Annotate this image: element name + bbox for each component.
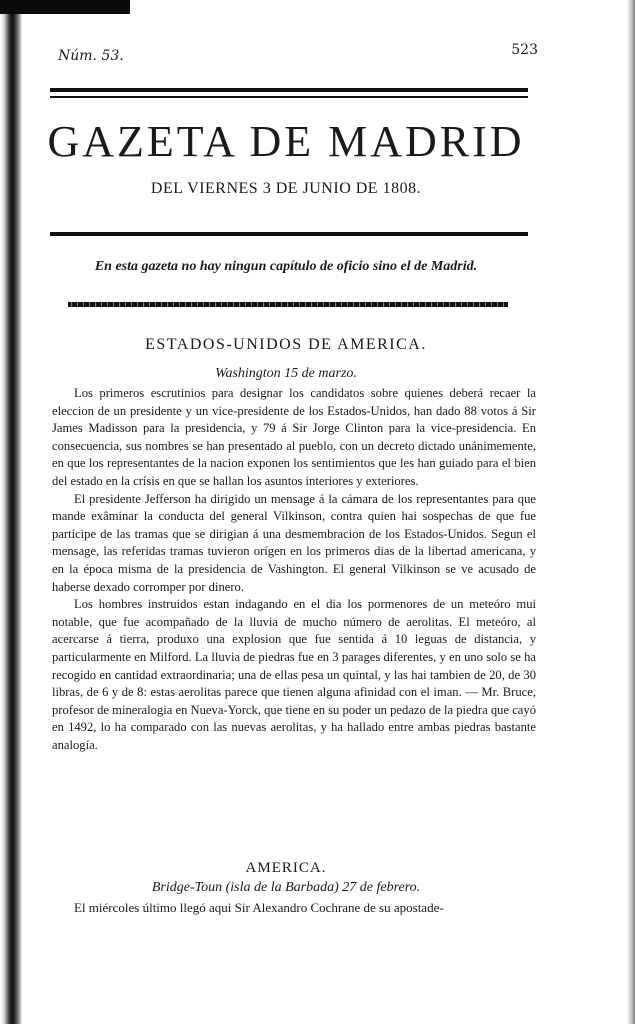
- article-first-line: El miércoles último llegó aqui Sir Alexandro Cochrane de su apostade-: [74, 900, 444, 915]
- official-notice: En esta gazeta no hay ningun capítulo de oficio sino el de Madrid.: [94, 259, 478, 274]
- scan-corner-mark: [0, 0, 130, 14]
- masthead-row: [58, 42, 538, 68]
- issue-date: DEL VIERNES 3 DE JUNIO DE 1808.: [150, 180, 422, 197]
- page-number: 523: [511, 42, 538, 58]
- paragraph-jefferson: El presidente Jefferson ha dirigido un mensage á la cámara de los representantes para que mande exâminar la conducta del general Vilkinson, contra quien hai sospechas de que fue partícipe de las tramas que se dirigian á una desmembracion de los Estados-Unidos. Segun el mensage, las referidas tramas tuvieron orígen en los primeros dias de la libertad americana, y en la época misma de la presidencia de Vashington. El general Vilkinson se ve acusado de haberse dexado corromper por dinero.: [52, 491, 536, 594]
- issue-number: Núm. 53.: [58, 48, 124, 64]
- ornamental-divider: [68, 302, 508, 307]
- dateline-washington: Washington 15 de marzo.: [215, 366, 357, 381]
- date-rule: [50, 232, 528, 236]
- article-body: [52, 385, 536, 754]
- masthead-rule-bottom: [50, 96, 528, 98]
- dateline-bridgetown: Bridge-Toun (isla de la Barbada) 27 de febrero.: [151, 880, 421, 895]
- section-heading-america: AMERICA.: [245, 860, 327, 876]
- binding-edge: [0, 0, 22, 1024]
- paragraph-meteor: Los hombres instruidos estan indagando en el dia los pormenores de un meteóro mui notable, que fue acompañado de la lluvia de mucho número de aerolitas. El meteóro, al acercarse á tierra, produxo una explosion que fue sentida á 10 leguas de distancia, y particularmente en Milford. La lluvia de piedras fue en 3 parages diferentes, y en uno solo se ha recogido en cantidad extraordinaria; una de ellas pesa un quintal, y las hai tambien de 20, de 30 libras, de 6 y de 8: estas aerolitas parece que tienen alguna afinidad con el iman. — Mr. Bruce, profesor de mineralogia en Nueva-Yorck, que tiene en su poder un pedazo de la piedra que cayó en 1492, lo ha comparado con las nuevas aerolitas, y ha hallado entre ambas piedras bastante analogía.: [52, 597, 536, 752]
- page-edge-shadow: [627, 0, 635, 1024]
- masthead-rule-top: [50, 88, 528, 92]
- paragraph-election: Los primeros escrutinios para designar los candidatos sobre quienes deberá recaer la eleccion de un presidente y un vice-presidente de los Estados-Unidos, han dado 88 votos á Sir James Madisson para la presidencia, y 79 á Sir Jorge Clinton para la vice-presidencia. En consecuencia, sus nombres se han presentado al pueblo, con un decreto dictado unánimemente, en que los representantes de la nacion exponen los sentimientos que les han guiado para el bien del estado en la crísis en que se hallan los asuntos interiores y exteriores.: [52, 386, 536, 488]
- section-heading-usa: ESTADOS-UNIDOS DE AMERICA.: [145, 336, 427, 353]
- newspaper-title: GAZETA DE MADRID: [47, 117, 525, 166]
